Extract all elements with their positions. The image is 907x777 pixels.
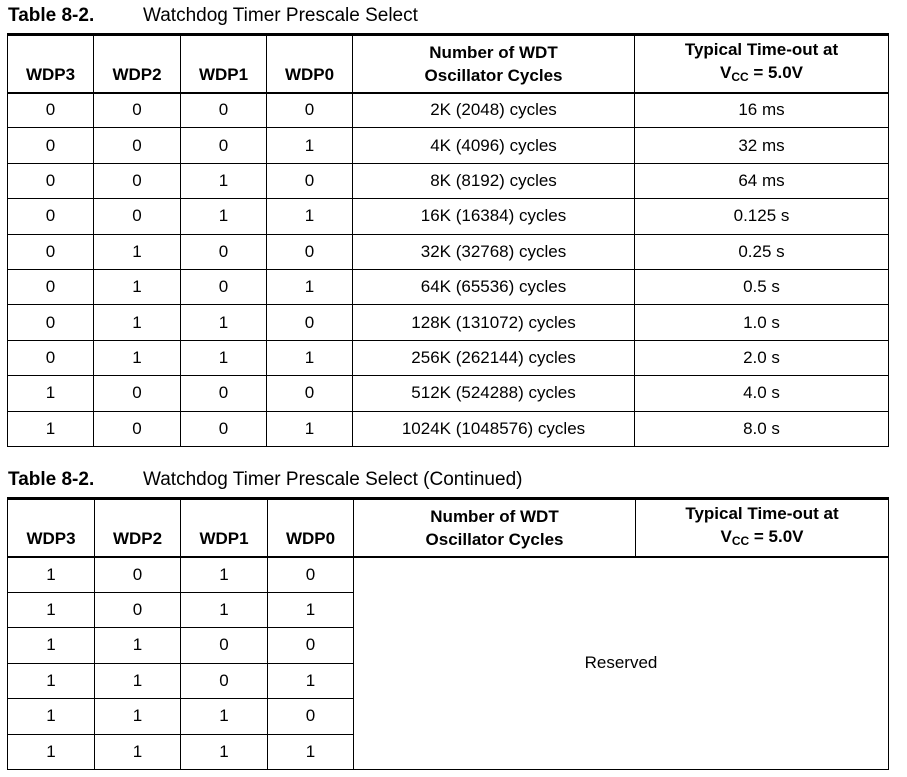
table2-title: Watchdog Timer Prescale Select (Continued): [143, 469, 523, 490]
table1-header-wdp3: WDP3: [8, 35, 94, 93]
table1-cell-wdp0: 1: [267, 199, 353, 234]
table2-cell-wdp1: 1: [181, 699, 268, 735]
table1-cell-wdp1: 0: [181, 128, 267, 163]
table2-header-wdp2: WDP2: [95, 499, 181, 557]
table1-cell-cycles: 64K (65536) cycles: [353, 269, 635, 304]
table2: [7, 497, 889, 770]
table2-reserved-cell: Reserved: [354, 557, 889, 770]
table2-cell-wdp0: 1: [268, 592, 354, 628]
table2-cell-wdp1: 0: [181, 628, 268, 664]
table2-cell-wdp2: 1: [95, 734, 181, 770]
table2-header-timeout: [636, 499, 889, 557]
table1-cell-timeout: 8.0 s: [635, 411, 889, 446]
table1-cell-wdp1: 1: [181, 199, 267, 234]
table1-cell-wdp3: 0: [8, 269, 94, 304]
table1-cell-timeout: 4.0 s: [635, 376, 889, 411]
table1-cell-timeout: 0.125 s: [635, 199, 889, 234]
table1-header-timeout: [635, 35, 889, 93]
table2-cell-wdp3: 1: [8, 699, 95, 735]
table1-header-wdp1: WDP1: [181, 35, 267, 93]
table2-cell-wdp0: 1: [268, 734, 354, 770]
table1-cell-wdp2: 0: [94, 376, 181, 411]
table1-cell-wdp1: 0: [181, 269, 267, 304]
table1-cell-wdp3: 0: [8, 163, 94, 198]
table2-header-timeout-line1: Typical Time-out at: [685, 504, 839, 524]
table1-cell-wdp2: 0: [94, 411, 181, 446]
table1-cell-timeout: 0.25 s: [635, 234, 889, 269]
table1-row: [8, 128, 889, 163]
table1-cell-wdp2: 1: [94, 269, 181, 304]
table2-header-timeout-line2: $V_{CC} = 5.0V$: [720, 527, 804, 549]
table2-cell-wdp0: 0: [268, 628, 354, 664]
table1-number: Table 8-2.: [8, 5, 95, 26]
table2-body: [8, 557, 889, 770]
table1-cell-timeout: 32 ms: [635, 128, 889, 163]
table1-cell-cycles: 128K (131072) cycles: [353, 305, 635, 340]
table1-row: [8, 199, 889, 234]
table2-caption: [8, 468, 522, 492]
table1-row: [8, 340, 889, 375]
table1-cell-wdp1: 1: [181, 163, 267, 198]
table2-cell-wdp0: 0: [268, 699, 354, 735]
table1-cell-timeout: 2.0 s: [635, 340, 889, 375]
table2-cell-wdp1: 0: [181, 663, 268, 699]
table1-cell-timeout: 64 ms: [635, 163, 889, 198]
table2-cell-wdp3: 1: [8, 557, 95, 593]
table2-number: Table 8-2.: [8, 469, 95, 490]
table1-cell-wdp1: 0: [181, 376, 267, 411]
table1-cell-wdp1: 1: [181, 340, 267, 375]
table1-cell-wdp2: 0: [94, 128, 181, 163]
table1-cell-cycles: 4K (4096) cycles: [353, 128, 635, 163]
table1-cell-wdp1: 0: [181, 93, 267, 128]
table1-cell-timeout: 0.5 s: [635, 269, 889, 304]
table1-cell-wdp2: 0: [94, 163, 181, 198]
table1-cell-wdp0: 0: [267, 93, 353, 128]
table1-header-wdp0: WDP0: [267, 35, 353, 93]
table1-cell-wdp0: 0: [267, 376, 353, 411]
table1-cell-wdp0: 1: [267, 269, 353, 304]
table1-header-timeout-line1: Typical Time-out at: [684, 40, 839, 60]
table1-title: Watchdog Timer Prescale Select: [143, 5, 418, 26]
table1-header-timeout-line2: $V_{CC} = 5.0V$: [719, 63, 804, 85]
table2-cell-wdp1: 1: [181, 592, 268, 628]
table2-header-wdp1: WDP1: [181, 499, 268, 557]
table1-cell-wdp0: 0: [267, 163, 353, 198]
table2-cell-wdp3: 1: [8, 628, 95, 664]
table2-cell-wdp2: 0: [95, 557, 181, 593]
table2-cell-wdp0: 1: [268, 663, 354, 699]
table1-row: [8, 411, 889, 446]
table1-cell-timeout: 1.0 s: [635, 305, 889, 340]
table1-cell-wdp0: 1: [267, 411, 353, 446]
table2-cell-wdp0: 0: [268, 557, 354, 593]
table1-cell-wdp3: 1: [8, 376, 94, 411]
table1-cell-cycles: 8K (8192) cycles: [353, 163, 635, 198]
table2-cell-wdp2: 1: [95, 663, 181, 699]
table1-caption: [8, 4, 418, 28]
table1-cell-cycles: 16K (16384) cycles: [353, 199, 635, 234]
table1-cell-cycles: 2K (2048) cycles: [353, 93, 635, 128]
table1-cell-wdp0: 0: [267, 234, 353, 269]
table2-header-wdp3: WDP3: [8, 499, 95, 557]
table1-cell-wdp3: 0: [8, 93, 94, 128]
table1-cell-wdp3: 0: [8, 340, 94, 375]
table1-cell-cycles: 256K (262144) cycles: [353, 340, 635, 375]
table1-row: [8, 163, 889, 198]
table1-cell-wdp3: 0: [8, 199, 94, 234]
table2-row: [8, 557, 889, 593]
table1-cell-wdp1: 0: [181, 234, 267, 269]
table1-cell-wdp3: 0: [8, 234, 94, 269]
table1-cell-wdp3: 0: [8, 305, 94, 340]
table2-header-row: [8, 499, 889, 557]
table2-header-wdp0: WDP0: [268, 499, 354, 557]
table1-cell-wdp2: 0: [94, 199, 181, 234]
table1-cell-cycles: 512K (524288) cycles: [353, 376, 635, 411]
table1-header-wdp2: WDP2: [94, 35, 181, 93]
table1-row: [8, 305, 889, 340]
table1-header-cycles: Number of WDT Oscillator Cycles: [353, 35, 635, 93]
table1-row: [8, 93, 889, 128]
table2-cell-wdp1: 1: [181, 557, 268, 593]
table1-cell-wdp3: 0: [8, 128, 94, 163]
table2-cell-wdp2: 1: [95, 628, 181, 664]
table1-cell-wdp3: 1: [8, 411, 94, 446]
table1-cell-wdp0: 0: [267, 305, 353, 340]
table1-body: [8, 93, 889, 447]
table2-cell-wdp3: 1: [8, 592, 95, 628]
table1-cell-wdp1: 1: [181, 305, 267, 340]
table2-cell-wdp1: 1: [181, 734, 268, 770]
table1-cell-wdp0: 1: [267, 340, 353, 375]
table1-cell-wdp2: 1: [94, 340, 181, 375]
table2-cell-wdp3: 1: [8, 734, 95, 770]
table2-cell-wdp2: 1: [95, 699, 181, 735]
table2-header-cycles: Number of WDT Oscillator Cycles: [354, 499, 636, 557]
table1-cell-cycles: 32K (32768) cycles: [353, 234, 635, 269]
table1-cell-wdp0: 1: [267, 128, 353, 163]
table1-row: [8, 376, 889, 411]
table1: [7, 33, 889, 447]
table1-cell-cycles: 1024K (1048576) cycles: [353, 411, 635, 446]
table1-row: [8, 269, 889, 304]
table2-cell-wdp2: 0: [95, 592, 181, 628]
table1-cell-timeout: 16 ms: [635, 93, 889, 128]
table2-cell-wdp3: 1: [8, 663, 95, 699]
table1-cell-wdp1: 0: [181, 411, 267, 446]
table1-row: [8, 234, 889, 269]
table1-header-row: [8, 35, 889, 93]
table1-cell-wdp2: 1: [94, 305, 181, 340]
table1-cell-wdp2: 0: [94, 93, 181, 128]
table1-cell-wdp2: 1: [94, 234, 181, 269]
